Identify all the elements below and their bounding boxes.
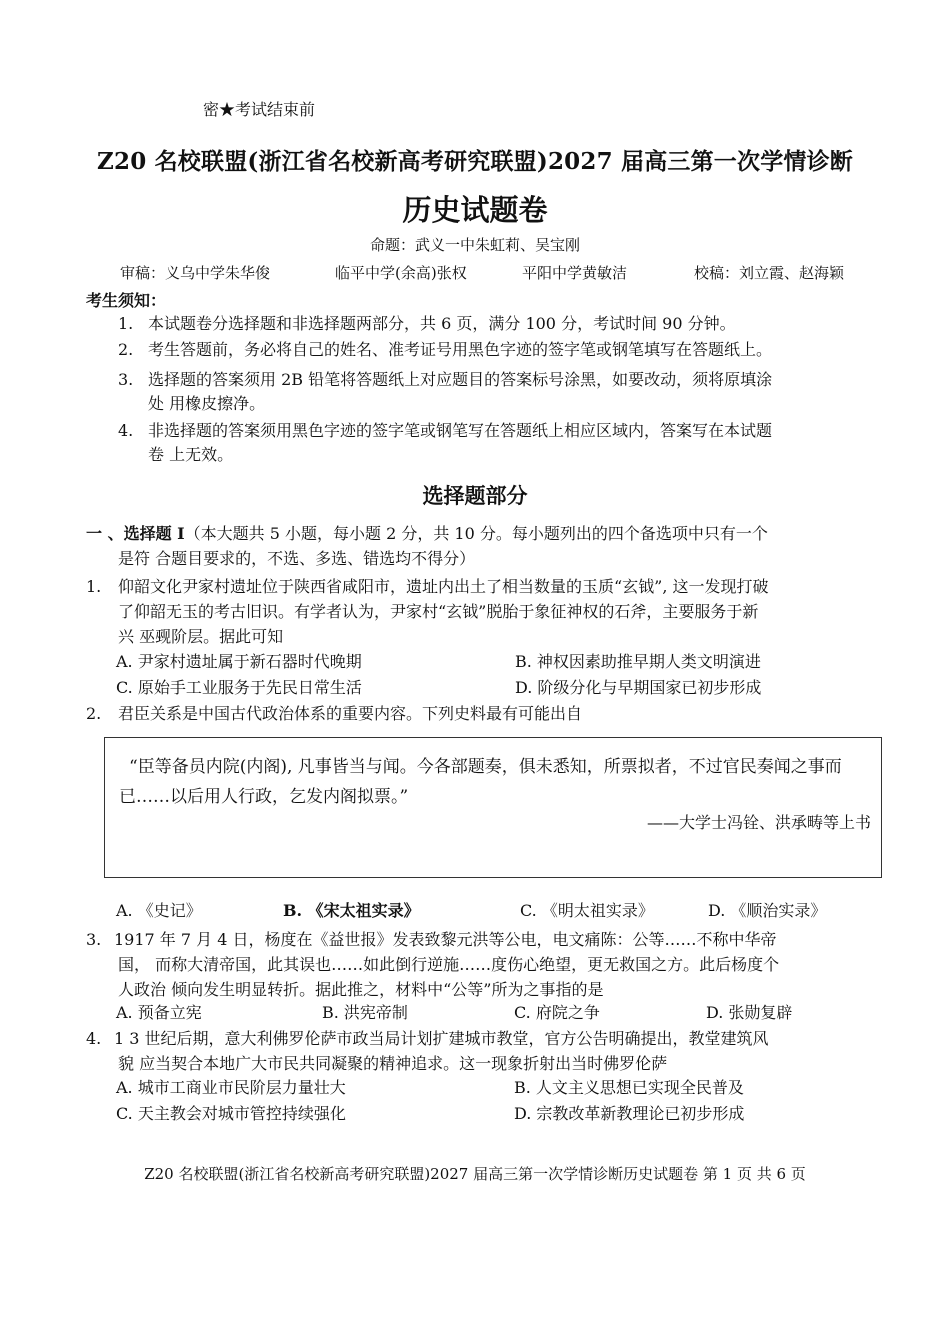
q2-option-a: A. 《史记》 [116, 901, 202, 920]
q3-option-c: C. 府院之争 [514, 1003, 600, 1022]
notice-item-1: 1. 本试题卷分选择题和非选择题两部分，共 6 页，满分 100 分，考试时间 90 分钟。 [118, 314, 736, 333]
authors-line: 命题：武义一中朱虹莉、吴宝刚 [369, 236, 580, 254]
question-3: 3. 1917 年 7 月 4 日，杨度在《益世报》发表致黎元洪等公电，电文痛陈：公等……不称中华帝 国， 而称大清帝国，此其误也……如此倒行逆施……度伤心绝望，更无救国之方。此后杨度个 人政治 倾向发生明显转折。据此推之，材料中“公等”所为之事指的是 [86, 927, 901, 1002]
notice-item-3: 3. 选择题的答案须用 2B 铅笔将答题纸上对应题目的答案标号涂黑，如要改动，须将原填涂 处 用橡皮擦净。 [118, 370, 773, 413]
question-1: 1. 仰韶文化尹家村遗址位于陕西省咸阳市，遗址内出土了相当数量的玉质“玄钺”, 这一发现打破 了仰韶无玉的考古旧识。有学者认为，尹家村“玄钺”脱胎于象征神权的石斧，主要服务于新 兴 巫觋阶层。据此可知 [86, 574, 901, 649]
q4-option-b: B. 人文主义思想已实现全民普及 [514, 1078, 744, 1097]
notice-item-2: 2. 考生答题前，务必将自己的姓名、准考证号用黑色字迹的签字笔或钢笔填写在答题纸上。 [118, 340, 773, 359]
q2-option-c: C. 《明太祖实录》 [520, 901, 654, 920]
exam-title: Z20 名校联盟(浙江省名校新高考研究联盟)2027 届高三第一次学情诊断 [97, 148, 853, 175]
reviewer-1: 审稿：义乌中学朱华俊 [120, 264, 271, 282]
q3-option-d: D. 张勋复辟 [706, 1003, 793, 1022]
reviewers-line [120, 262, 844, 283]
question-number: 4. [86, 1029, 102, 1048]
reviewer-3: 平阳中学黄敏洁 [522, 264, 628, 282]
question-4: 4. 1 3 世纪后期，意大利佛罗伦萨市政当局计划扩建城市教堂，官方公告明确提出，教堂建筑风 貌 应当契合本地广大市民共同凝聚的精神追求。这一现象折射出当时佛罗伦萨 [86, 1026, 901, 1076]
q1-option-a: A. 尹家村遗址属于新石器时代晚期 [116, 652, 362, 671]
q3-option-a: A. 预备立宪 [116, 1003, 202, 1022]
q1-option-d: D. 阶级分化与早期国家已初步形成 [515, 678, 762, 697]
section-heading: 一 、选择题 I（本大题共 5 小题，每小题 2 分，共 10 分。每小题列出的四个备选项中只有一个 是符 合题目要求的，不选、多选、错选均不得分） [86, 524, 768, 568]
subject-title: 历史试题卷 [402, 193, 548, 227]
reviewer-2: 临平中学(余高)张权 [335, 264, 467, 282]
q3-option-b: B. 洪宪帝制 [322, 1003, 408, 1022]
question-number: 3. [86, 930, 102, 949]
source-quote-box [104, 737, 882, 878]
q4-option-c: C. 天主教会对城市管控持续强化 [116, 1104, 346, 1123]
q1-option-c: C. 原始手工业服务于先民日常生活 [116, 678, 362, 697]
q2-option-b: B. 《宋太祖实录》 [283, 901, 420, 920]
question-number: 2. [86, 704, 102, 723]
section-title: 选择题部分 [422, 483, 528, 508]
quote-source: ——大学士冯铨、洪承畴等上书 [646, 813, 871, 832]
page-footer: Z20 名校联盟(浙江省名校新高考研究联盟)2027 届高三第一次学情诊断历史试题卷 第 1 页 共 6 页 [144, 1165, 806, 1183]
q4-option-d: D. 宗教改革新教理论已初步形成 [514, 1104, 745, 1123]
question-number: 1. [86, 577, 102, 596]
q1-option-b: B. 神权因素助推早期人类文明演进 [515, 652, 761, 671]
notice-item-4: 4. 非选择题的答案须用黑色字迹的签字笔或钢笔写在答题纸上相应区域内，答案写在本试题 卷 上无效。 [118, 421, 773, 464]
q2-option-d: D. 《顺治实录》 [708, 901, 827, 920]
source-quote: “臣等备员内院(内阁), 凡事皆当与闻。今各部题奏，俱未悉知，所票拟者，不过官民奏闻之事而已……以后用人行政，乞发内阁拟票。” [119, 757, 842, 807]
proofreader: 校稿：刘立霞、赵海颖 [694, 264, 845, 282]
confidential-mark: 密★考试结束前 [203, 100, 316, 119]
question-2: 2. 君臣关系是中国古代政治体系的重要内容。下列史料最有可能出自 [86, 701, 901, 726]
q4-option-a: A. 城市工商业市民阶层力量壮大 [116, 1078, 346, 1097]
notice-title: 考生须知： [86, 291, 167, 310]
